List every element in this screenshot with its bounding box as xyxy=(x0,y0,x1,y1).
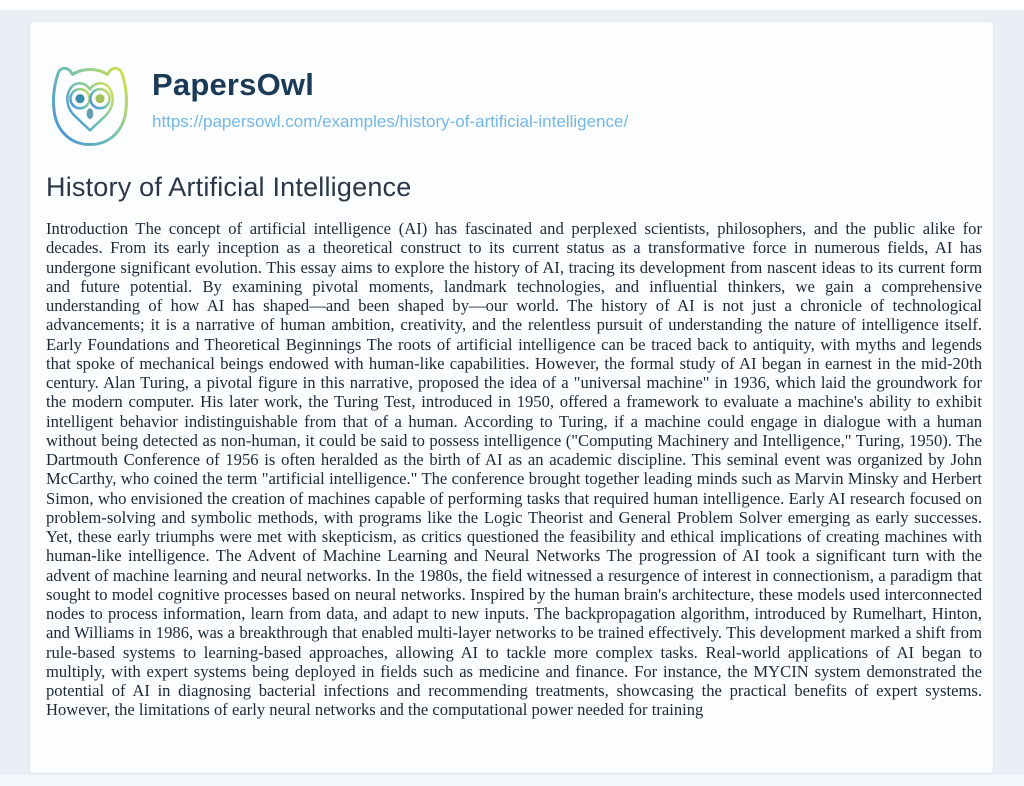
brand-name[interactable]: PapersOwl xyxy=(152,67,315,102)
source-url-link[interactable]: https://papersowl.com/examples/history-of-artificial-intelligence/ xyxy=(152,112,629,132)
content-card xyxy=(30,22,993,773)
top-strip xyxy=(0,0,1024,10)
page-title: History of Artificial Intelligence xyxy=(46,172,412,202)
papersowl-owl-logo-icon[interactable] xyxy=(48,62,132,152)
bottom-strip xyxy=(0,775,1024,786)
brand-block xyxy=(152,62,628,132)
essay-body-text: Introduction The concept of artificial intelligence (AI) has fascinated and perplexed scientists, philosophers, and the public alike for decades. From its early inception as a theoretical construct to its current status as a transformative force in numerous fields, AI has undergone significant evolution. This essay aims to explore the history of AI, tracing its development from nascent ideas to its current form and future potential. By examining pivotal moments, landmark technologies, and influential thinkers, we gain a comprehensive understanding of how AI has shaped—and been shaped by—our world. The history of AI is not just a chronicle of technological advancements; it is a narrative of human ambition, creativity, and the relentless pursuit of understanding the nature of intelligence itself. Early Foundations and Theoretical Beginnings The roots of artificial intelligence can be traced back to antiquity, with myths and legends that spoke of mechanical beings endowed with human-like capabilities. However, the formal study of AI began in earnest in the mid-20th century. Alan Turing, a pivotal figure in this narrative, proposed the idea of a "universal machine" in 1936, which laid the groundwork for the modern computer. His later work, the Turing Test, introduced in 1950, offered a framework to evaluate a machine's ability to exhibit intelligent behavior indistinguishable from that of a human. According to Turing, if a machine could engage in dialogue with a human without being detected as non-human, it could be said to possess intelligence ("Computing Machinery and Intelligence," Turing, 1950). The Dartmouth Conference of 1956 is often heralded as the birth of AI as an academic discipline. This seminal event was organized by John McCarthy, who coined the term "artificial intelligence." The conference brought together leading minds such as Marvin Minsky and Herbert Simon, who envisioned the creation of machines capable of performing tasks that required human intelligence. Early AI research focused on problem-solving and symbolic methods, with programs like the Logic Theorist and General Problem Solver emerging as early successes. Yet, these early triumphs were met with skepticism, as critics questioned the feasibility and ethical implications of creating machines with human-like intelligence. The Advent of Machine Learning and Neural Networks The progression of AI took a significant turn with the advent of machine learning and neural networks. In the 1980s, the field witnessed a resurgence of interest in connectionism, a paradigm that sought to model cognitive processes based on neural networks. Inspired by the human brain's architecture, these models used interconnected nodes to process information, learn from data, and adapt to new inputs. The backpropagation algorithm, introduced by Rumelhart, Hinton, and Williams in 1986, was a breakthrough that enabled multi-layer networks to be trained effectively. This development marked a shift from rule-based systems to learning-based approaches, allowing AI to tackle more complex tasks. Real-world applications of AI began to multiply, with expert systems being deployed in fields such as medicine and finance. For instance, the MYCIN system demonstrated the potential of AI in diagnosing bacterial infections and recommending treatments, showcasing the practical benefits of expert systems. However, the limitations of early neural networks and the computational power needed for training xyxy=(46,219,982,720)
site-header xyxy=(48,62,628,152)
